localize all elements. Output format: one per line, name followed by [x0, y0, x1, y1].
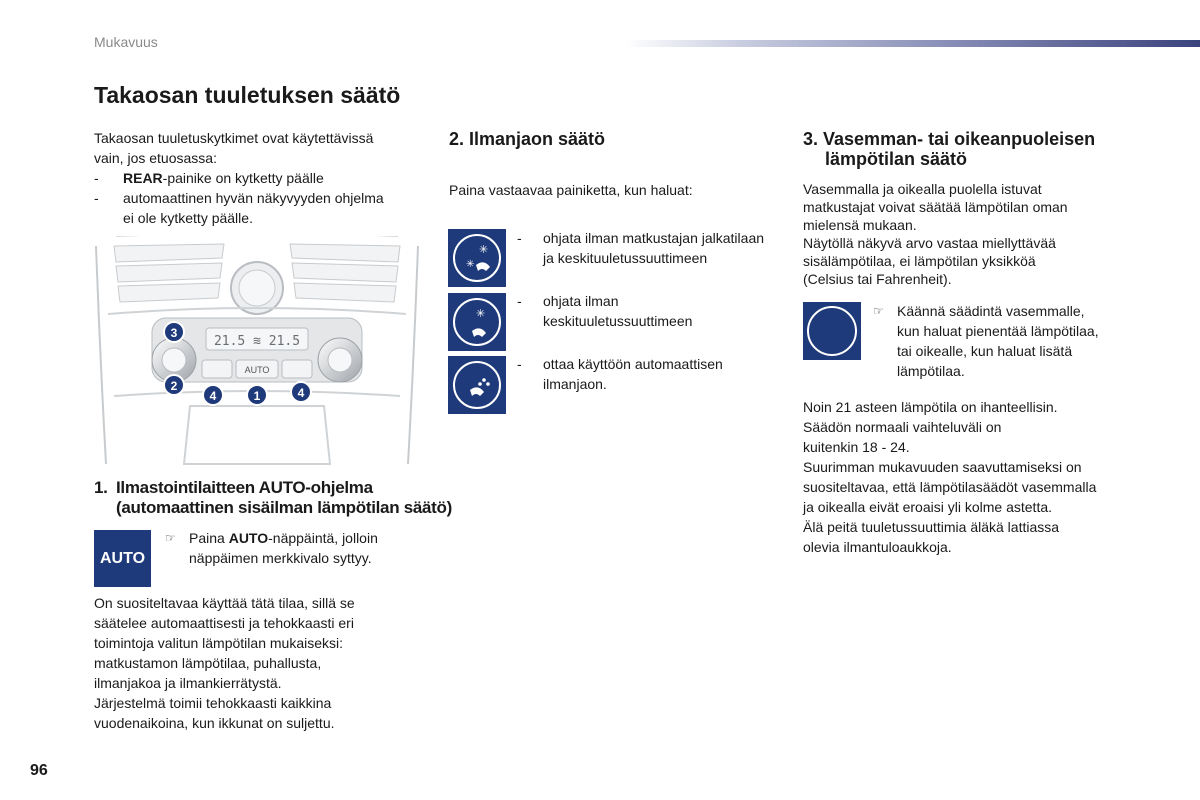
- display-readout: 21.5 ≋ 21.5: [213, 334, 301, 349]
- section3-title: 3. Vasemman- tai oikeanpuoleisen lämpötilan säätö: [803, 129, 1096, 169]
- callout-4-left: [203, 385, 223, 405]
- section1-heading: [94, 478, 452, 518]
- pointer-icon: ☞: [165, 531, 176, 545]
- section1-title-line2: (automaattinen sisäilman lämpötilan säätö): [116, 498, 452, 517]
- section1-number: 1.: [94, 478, 108, 497]
- pointer-icon: ☞: [873, 304, 884, 318]
- rear-label: REAR: [123, 170, 163, 186]
- section1-instruction: ☞ Paina AUTO-näppäintä, jolloin näppäimen merkkivalo syttyy.: [165, 530, 378, 566]
- section1-title-line1: Ilmastointilaitteen AUTO-ohjelma: [116, 478, 373, 497]
- svg-text:✳: ✳: [479, 243, 489, 256]
- auto-distribution-icon: [448, 356, 506, 414]
- section2-option: - ohjata ilman keskituuletussuuttimeen: [517, 293, 693, 329]
- intro-item-text: ei ole kytketty päälle.: [123, 210, 253, 226]
- header-bar: [625, 40, 1200, 47]
- auto-button-label: AUTO: [244, 365, 270, 375]
- callout-3: [164, 322, 184, 342]
- svg-text:2: 2: [170, 379, 178, 393]
- section3-instruction: ☞ Käännä säädintä vasemmalle, kun haluat pienentää lämpötilaa, tai oikealle, kun haluat lisätä lämpötilaa.: [873, 303, 1099, 379]
- callout-1: [247, 385, 267, 405]
- intro-item-text: automaattinen hyvän näkyvyyden ohjelma: [123, 190, 384, 206]
- auto-button-icon: AUTO: [94, 530, 151, 587]
- section3-paragraph1: Vasemmalla ja oikealla puolella istuvat matkustajat voivat säätää lämpötilan oman mielensä mukaan. Näytöllä näkyvä arvo vastaa miellyttävää sisälämpötilaa, ei lämpötilan yksikköä (Celsius tai Fahrenheit).: [803, 181, 1068, 287]
- svg-text:4: 4: [209, 389, 217, 403]
- section2-intro: Paina vastaavaa painiketta, kun haluat:: [449, 182, 693, 198]
- svg-text:4: 4: [297, 386, 305, 400]
- section2-option: - ottaa käyttöön automaattisen ilmanjaon.: [517, 356, 723, 392]
- callout-4-right: [291, 382, 311, 402]
- svg-text:1: 1: [253, 389, 261, 403]
- dash: -: [94, 190, 99, 206]
- svg-text:✳: ✳: [466, 259, 475, 270]
- face-vent-icon: [448, 293, 506, 351]
- intro-item: [94, 188, 424, 228]
- section3-paragraph2: Noin 21 asteen lämpötila on ihanteellisin. Säädön normaali vaihteluväli on kuitenkin 18 - 24. Suurimman mukavuuden saavuttamiseksi on suositeltavaa, että lämpötilasäädöt vasemmalla ja oikealla eivät eroaisi yli kolme astetta. Älä peitä tuuletussuuttimia äläkä lattiassa olevia ilmantuloaukkoja.: [803, 399, 1097, 555]
- svg-text:3: 3: [170, 326, 178, 340]
- section-label: Mukavuus: [94, 34, 158, 50]
- svg-text:✳: ✳: [476, 307, 486, 320]
- section2-title: 2. Ilmanjaon säätö: [449, 129, 606, 149]
- section1-paragraph: On suositeltavaa käyttää tätä tilaa, sillä se säätelee automaattisesti ja tehokkaasti eri toimintoja valitun lämpötilan mukaiseksi: matkustamon lämpötilaa, puhallusta, ilmanjakoa ja ilmankierrätystä. Järjestelmä toimii tehokkaasti kaikkina vuodenaikoina, kun ikkunat on suljettu.: [94, 595, 355, 731]
- dash: -: [94, 170, 99, 186]
- intro-line: Takaosan tuuletuskytkimet ovat käytettävissä: [94, 130, 374, 146]
- section2-option: - ohjata ilman matkustajan jalkatilaan ja keskituuletussuuttimeen: [517, 230, 765, 266]
- intro-block: [94, 128, 424, 228]
- control-panel-illustration: [94, 236, 420, 466]
- temperature-knob-icon: [803, 302, 861, 360]
- page-title: Takaosan tuuletuksen säätö: [94, 82, 401, 108]
- intro-item-text: -painike on kytketty päälle: [162, 170, 324, 186]
- callout-2: [164, 375, 184, 395]
- auto-bold: AUTO: [228, 530, 269, 546]
- intro-line: vain, jos etuosassa:: [94, 150, 217, 166]
- page-number: 96: [30, 762, 48, 779]
- intro-item: [94, 168, 424, 188]
- feet-and-face-vent-icon: [448, 229, 506, 287]
